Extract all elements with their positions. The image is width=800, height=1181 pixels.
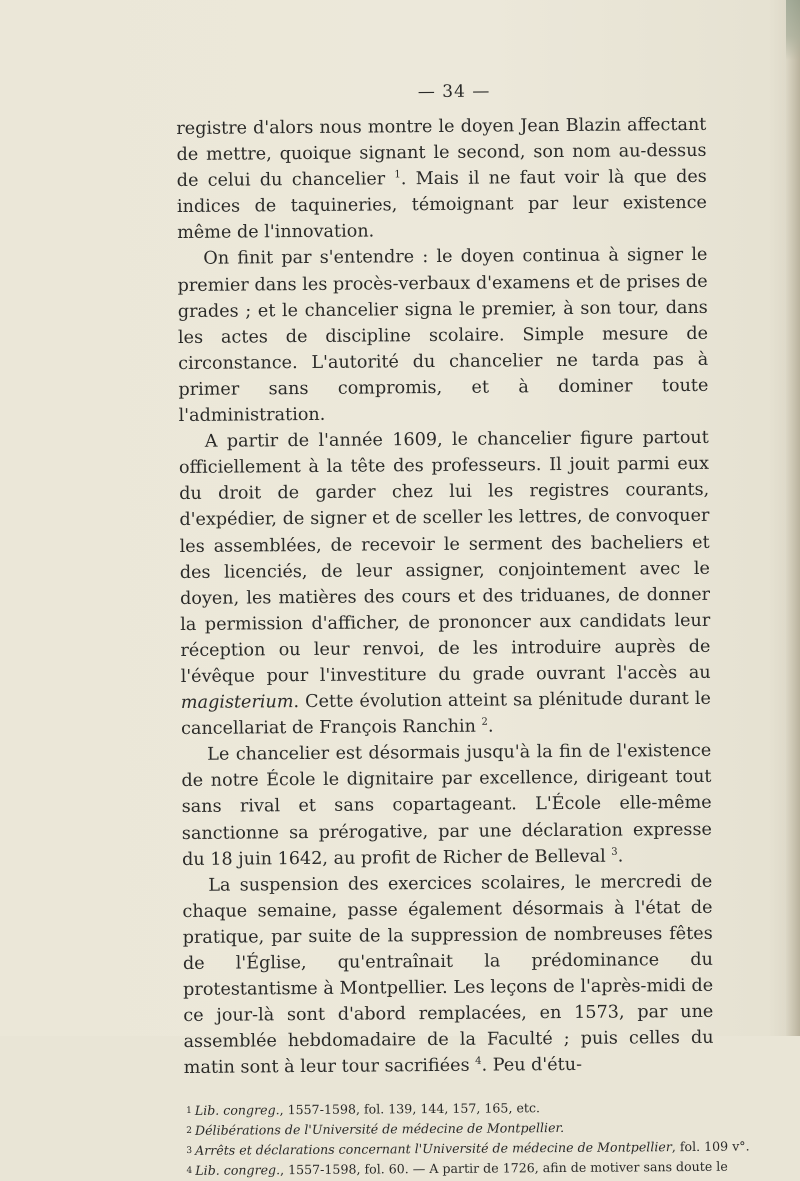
italic-text: Arrêts et déclarations concernant l'Université de médecine de Montpellier — [195, 1139, 672, 1159]
text-run: registre d'alors nous montre le doyen Jean Blazin affectant de mettre, quoique signant le second, son nom au-dessus de celui du chancelier — [176, 114, 707, 192]
body-text — [176, 112, 714, 1082]
text-run: , fol. 109 v°. — [671, 1138, 750, 1155]
text-run: . — [617, 846, 624, 867]
text-run: A partir de l'année 1609, le chancelier figure partout officiellement à la tête des professeurs. Il jouit parmi eux du droit de garder chez lui les registres courants, d'expédier, de signer et de sceller les lettres, de convoquer les assemblées, de recevoir le serment des bacheliers et des licenciés, de leur assigner, conjointement avec le doyen, les matières des cours et des triduanes, de donner la permission d'afficher, de prononcer aux candidats leur réception ou leur renvoi, de les introduire auprès de l'évêque pour l'investiture du grade ouvrant l'accès au — [178, 427, 711, 687]
text-run: . Mais il ne faut voir là que des indices de taquineries, témoignant par leur existence même de l'innovation. — [176, 167, 708, 244]
page-number: — 34 — — [417, 81, 491, 103]
footnote-ref: 4 — [475, 1056, 482, 1068]
footnotes — [184, 1097, 750, 1181]
footnote-number: 2 — [186, 1126, 193, 1137]
text-run: . — [487, 716, 494, 737]
text-run: On finit par s'entendre : le doyen continua à signer le premier dans les procès-verbaux d'examens et de prises de grades ; et le chancelier signa le premier, à son tour, dans les actes de discipline scolaire. Simple mesure de circonstance. L'autorité du chancelier ne tarda pas à primer sans compromis, et à dominer toute l'administration. — [177, 245, 709, 427]
page-edge — [786, 0, 800, 1036]
text-run: La suspension des exercices scolaires, le mercredi de chaque semaine, passe également désormais à l'état de pratique, par suite de la suppression de nombreuses fêtes de l'Église, qu'entraînait la prédominance du protestantisme à Montpellier. Les leçons de l'après-midi de ce jour-là sont d'abord remplacées, en 1573, par une assemblée hebdomadaire de la Faculté ; puis celles du matin sont à leur tour sacrifiées — [182, 871, 714, 1079]
footnote-number: 1 — [186, 1106, 192, 1117]
footnote-ref: 3 — [611, 846, 618, 858]
page-content — [176, 80, 750, 1181]
italic-text: Lib. congreg. — [195, 1162, 281, 1179]
text-run: . Peu d'étu- — [481, 1055, 583, 1077]
italic-text: Délibérations de l'Université de médecine de Montpellier. — [194, 1120, 565, 1139]
italic-text: magisterium — [180, 692, 294, 714]
paragraph — [179, 425, 711, 742]
paragraph — [181, 738, 712, 873]
text-run: Le chancelier est désormais jusqu'à la fin de l'existence de notre École le dignitaire par excellence, dirigeant tout sans rival et sans copartageant. L'École elle-même sanctionne sa prérogative, par une déclaration expresse du 18 juin 1642, au profit de Richer de Belleval — [181, 741, 712, 870]
italic-text: Lib. congreg. — [194, 1102, 280, 1119]
footnote — [184, 1157, 728, 1181]
paragraph — [176, 112, 707, 247]
text-run: , 1557-1598, fol. 60. — A partir de 1726, afin de motiver sans doute le — [280, 1159, 728, 1178]
footnote-ref: 1 — [394, 169, 401, 181]
paragraph — [177, 242, 708, 429]
text-run: . Cette évolution atteint sa plénitude durant le cancellariat de François Ranchin — [180, 688, 711, 740]
footnote-number: 4 — [186, 1166, 193, 1177]
footnote-number: 3 — [186, 1146, 193, 1157]
text-run: , 1557-1598, fol. 139, 144, 157, 165, etc. — [279, 1100, 541, 1118]
page-edge-tint — [786, 0, 800, 60]
paragraph — [182, 869, 714, 1082]
footnote-ref: 2 — [481, 716, 488, 728]
